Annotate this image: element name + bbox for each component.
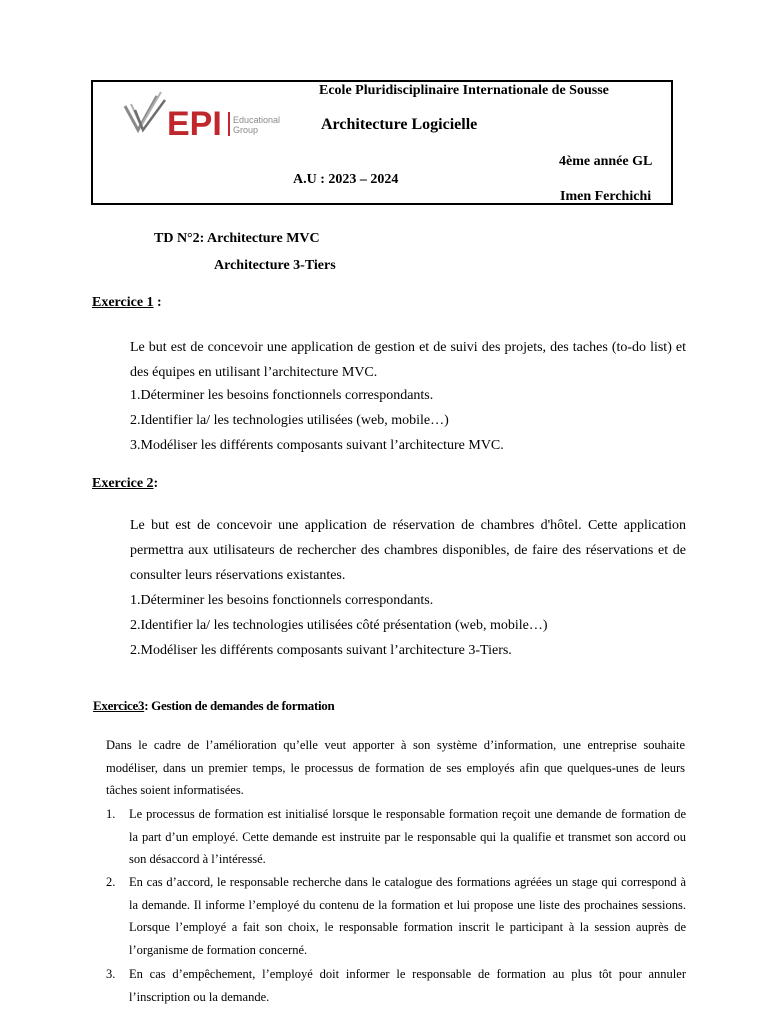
exercise2-heading-suffix: :	[153, 476, 159, 491]
exercise1-item: 1.Déterminer les besoins fonctionnels correspondants.	[130, 388, 434, 403]
exercise2-item: 1.Déterminer les besoins fonctionnels correspondants.	[130, 593, 434, 608]
list-item-text: Le processus de formation est initialisé lorsque le responsable formation reçoit une demande de formation de la part d’un employé. Cette demande est instruite par le responsable qui la qualifie et transmet son accord ou son désaccord à l’intéressé.	[129, 807, 686, 866]
exercise3-list-item	[106, 871, 686, 961]
exercise3-list-item	[106, 803, 686, 871]
exercise3-heading	[93, 698, 334, 714]
td-title: TD N°2: Architecture MVC	[154, 231, 320, 246]
exercise1-heading-label: Exercice 1	[92, 295, 154, 310]
year-level: 4ème année GL	[559, 154, 653, 169]
exercise2-heading-label: Exercice 2	[92, 476, 154, 491]
exercise1-item: 3.Modéliser les différents composants suivant l’architecture MVC.	[130, 438, 504, 453]
exercise3-intro: Dans le cadre de l’amélioration qu’elle veut apporter à son système d’information, une entreprise souhaite modéliser, dans un premier temps, le processus de formation de ses employés afin que quelques-unes de leurs tâches soient informatisées.	[106, 738, 685, 797]
exercise2-heading	[92, 476, 158, 492]
school-name: Ecole Pluridisciplinaire Internationale de Sousse	[319, 83, 609, 98]
exercise3-heading-label: Exercice3	[93, 698, 145, 713]
list-item-number: 2.	[106, 875, 116, 889]
teacher-name: Imen Ferchichi	[560, 189, 652, 204]
list-item-text: En cas d’accord, le responsable recherche dans le catalogue des formations agréées un stage qui correspond à la demande. Il informe l’employé du contenu de la formation et lui propose une liste des prochaines sessions. Lorsque l’employé a fait son choix, le responsable formation inscrit le participant à la session auprès de l’organisme de formation concerné.	[129, 875, 686, 957]
exercise1-item: 2.Identifier la/ les technologies utilisées (web, mobile…)	[130, 413, 449, 428]
course-title: Architecture Logicielle	[321, 116, 478, 133]
exercise3-list-item	[106, 963, 686, 1008]
academic-year: A.U : 2023 – 2024	[293, 172, 399, 187]
list-item-text: En cas d’empêchement, l’employé doit informer le responsable de formation au plus tôt pour annuler l’inscription ou la demande.	[129, 967, 686, 1004]
list-item-number: 3.	[106, 967, 116, 981]
exercise2-item: 2.Identifier la/ les technologies utilisées côté présentation (web, mobile…)	[130, 618, 548, 633]
list-item-number: 1.	[106, 807, 116, 821]
exercise2-intro: Le but est de concevoir une application de réservation de chambres d'hôtel. Cette application permettra aux utilisateurs de rechercher des chambres disponibles, de faire des réservations et de consulter leurs réservations existantes.	[130, 518, 686, 583]
exercise1-intro: Le but est de concevoir une application de gestion et de suivi des projets, des taches (to-do list) et des équipes en utilisant l’architecture MVC.	[130, 340, 686, 380]
epi-logo	[121, 90, 281, 146]
exercise1-heading	[92, 295, 162, 311]
logo-sub1: Educational	[233, 115, 281, 125]
exercise3-heading-suffix: : Gestion de demandes de formation	[144, 698, 335, 713]
td-subtitle: Architecture 3-Tiers	[214, 258, 336, 273]
logo-sub2: Group	[233, 125, 259, 135]
exercise1-heading-suffix: :	[153, 295, 162, 310]
header-box	[91, 80, 673, 205]
logo-brand: EPI	[167, 105, 222, 143]
exercise2-item: 2.Modéliser les différents composants suivant l’architecture 3-Tiers.	[130, 643, 512, 658]
